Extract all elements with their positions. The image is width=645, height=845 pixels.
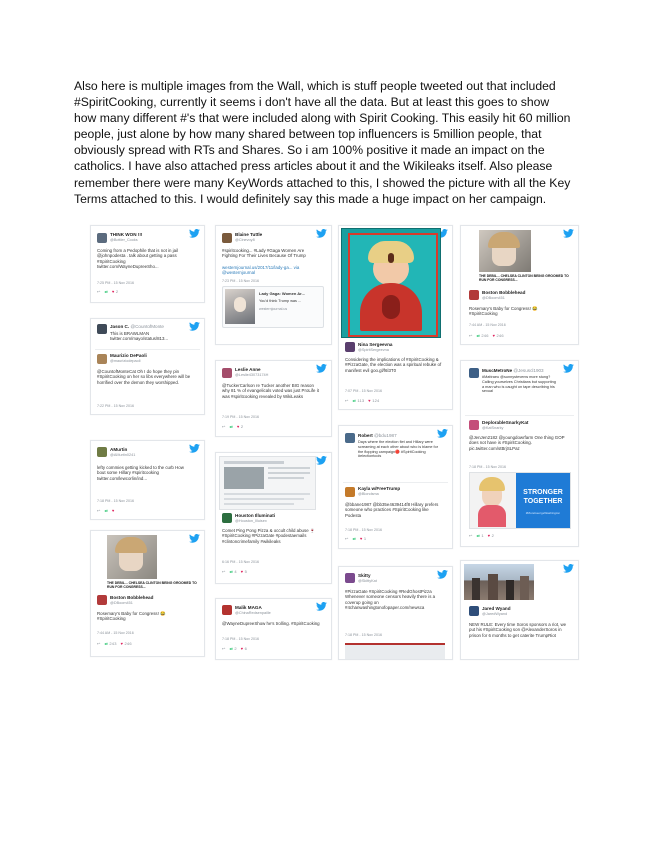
like-count: 246 [496,333,504,338]
tweet-card[interactable] [90,530,205,657]
hashtag-label: #MoreGeorgeWashington [525,511,561,515]
preview-site: westernjournal.us [259,307,288,311]
webpage-screenshot[interactable] [219,456,316,510]
tweet-text: @WayneDupreeShow he's trolling. #SpiritCooking [222,621,320,626]
preview-text: You'd think Trump was ... [259,299,302,303]
tweet-date: 7:18 PM - 15 Nov 2016 [222,637,259,641]
twitter-bird-icon [316,602,327,611]
user-handle[interactable]: @DBoom451 [110,601,133,605]
tweet-actions[interactable]: ↩ ⇄ 4 ♥ 5 [222,569,248,574]
tweet-text: @TuckerCarlson re Tucker another BIG reason why 81 % of evangelicals voted was just ProLife it was #spiritcooking revealed by WikiLeaks [222,383,319,399]
hillary-illustration[interactable] [341,228,441,338]
tweet-text: #PizzaGate #SpiritCooking #RedGhostPizza Whenever someone censors heavily there is a coverup going on #4chanwashingtonofopaper.com/newsca [345,589,436,611]
avatar[interactable] [222,605,232,615]
user-name[interactable]: Leslie Anne [235,367,261,372]
tweet-actions[interactable]: ↩ ⇄ 113 ♥ 124 [345,398,380,403]
avatar[interactable] [222,233,232,243]
tweet-text: Rosemary's Baby for Congress! 😂 #SpiritCooking [469,306,538,317]
like-count: 5 [244,569,248,574]
tweet-card[interactable] [338,566,453,660]
like-count: 2 [491,533,495,538]
tweet-actions[interactable]: ↩ ⇄ 246 ♥ 246 [469,333,504,338]
tweet-date: 7:18 PM - 15 Nov 2016 [97,499,134,503]
retweet-count: 113 [357,398,365,403]
like-icon[interactable]: ♥ [237,424,240,429]
divider [465,415,574,416]
retweet-icon[interactable]: ⇄ [476,533,481,538]
avatar[interactable] [469,290,479,300]
tweet-text: NEW RULE: Every time Soros sponsors a riot, we put his #SpiritCooking son @AlexanderSoros in prison for 6 months to get caterite TrumpRiot [469,622,567,638]
tweet-date: 7:22 PM - 15 Nov 2016 [97,404,134,408]
tweet-actions[interactable]: ↩ ⇄ ♥ 1 [345,536,367,541]
tweet-date: 7:18 PM - 15 Nov 2016 [469,465,506,469]
user-name[interactable]: THINK WON !!! [110,232,143,237]
avatar[interactable] [97,595,107,605]
quoted-text: Days where the election fiet and Hillary were screaming at each other about who is blame for the flopping campaign🔴 #SpiritCooking #electiontools [358,440,438,459]
twitter-bird-icon [563,229,574,238]
tweet-card[interactable] [460,360,579,547]
twitter-bird-icon [189,444,200,453]
tweet-text: #spiritcooking... #Lady #Gaga Women Are Fighting For Their Lives Because Of Trump [222,248,306,259]
retweet-icon[interactable]: ⇄ [229,569,234,574]
divider [343,482,448,483]
link-preview-card[interactable] [222,286,324,328]
quoted-text: This is BRAWLMAN twitter.com/mayo/status/813... [110,331,169,342]
twitter-bird-icon [563,364,574,373]
user-name[interactable]: Boston Bobblehead [482,290,526,295]
tweet-date: 7:19 PM - 15 Nov 2016 [222,415,259,419]
user-handle[interactable]: @SkittyKat [358,579,377,583]
retweet-icon[interactable]: ⇄ [352,398,357,403]
like-icon[interactable]: ♥ [120,641,124,646]
tweet-card[interactable] [215,452,332,584]
avatar[interactable] [469,368,479,378]
tweet-text: Coming from a Pedophile that is not in jail @johnpodesta . talk about getting a pass #SpiritCooking twitter.com/WayneDupreeSho... [97,248,179,270]
chelsea-clinton-photo[interactable] [479,230,531,272]
tweet-date: 7:44 AM - 15 Nov 2016 [97,631,134,635]
tweet-actions[interactable]: ↩ ⇄ ♥ 2 [97,289,119,294]
avatar[interactable] [469,420,479,430]
like-icon[interactable]: ♥ [240,646,244,651]
twitter-bird-icon [189,534,200,543]
quoted-text: #Mattraeu @sunnystevenw more stung? Calling yourselves Christians but supporting a man who is caught on tape describing his sexual [482,375,556,394]
user-handle[interactable]: @Leslie43073174H [235,373,269,377]
user-name[interactable]: Skitty [358,573,371,578]
avatar[interactable] [345,342,355,352]
like-icon[interactable]: ♥ [112,508,115,513]
retweet-count: 246 [481,333,489,338]
like-icon[interactable]: ♥ [112,289,115,294]
tweet-date: 6:16 PM - 15 Nov 2016 [222,560,259,564]
retweet-icon[interactable]: ⇄ [104,641,109,646]
user-handle[interactable]: @Houston_Illuisex [235,519,267,523]
user-name[interactable]: MuscMetroNe @Jesuscl1903 [482,368,544,373]
divider [95,349,200,350]
like-icon[interactable]: ♥ [487,533,491,538]
like-count: 1 [363,536,367,541]
user-name[interactable]: Jared Wyand [482,606,511,611]
tweet-actions[interactable]: ↩ ⇄ 1 ♥ 2 [469,533,495,538]
user-name[interactable]: Malik MAGA [235,605,262,610]
twitter-bird-icon [437,429,448,438]
tweet-card[interactable] [90,225,205,303]
retweet-icon[interactable]: ⇄ [229,646,234,651]
user-name[interactable]: Blaine Tuttle [235,232,263,237]
user-handle[interactable]: @SpiritSergeevna [358,348,389,352]
like-icon[interactable]: ♥ [492,333,496,338]
headline-banner: THE DEBIL... CHELSEA CLINTON BEING GROOMED TO RUN FOR CONGRESS... [107,581,197,590]
user-handle[interactable]: @mauriziodepaoli [110,359,141,363]
crowd-photo[interactable] [464,564,534,600]
user-handle[interactable]: @Blondsma [358,492,379,496]
user-handle[interactable]: @Bottler_Cooks [110,238,138,242]
user-handle[interactable]: @ChinaRedsenpaille [235,611,271,615]
user-name[interactable]: Maurizio DePaoli [110,353,147,358]
tweet-text: @JenJen2182 @youngdowrfarm One thing GOP does not have is #SpiritCooking. pic.twitter.com/stBrjSLPaz [469,435,565,451]
avatar[interactable] [97,447,107,457]
tweet-link[interactable]: westernjournal.us/2017/11/lady-ga... via @westernjournal [222,265,300,276]
intro-paragraph: Also here is multiple images from the Wall, which is stuff people tweeted out that included #SpiritCooking, currently it seems i don't have all the data. But at least this goes to show how many different #'s that were included along with Spirit Cooking. This easily hit 60 million people, just alone by how many shared between top influencers is 5million people, that obviously spread with RTs and Shares. So i am 100% positive it made an impact on the catholics. I have also attached press articles about it and the Wikileaks itself. Also please remember there were many KeyWords attached to this, I showed the picture with all the Key Terms attached to this. I would definitely say this made a huge impact on her campaign. [74,79,571,206]
user-handle[interactable]: @JaredWyand [482,612,508,616]
tweet-text: @CountofMonteCat Oh I do hope they pin #SpiritCooking on her so libs everywhere will be horrified over the demon they worshipped. [97,369,191,385]
user-handle[interactable]: @DBoom451 [482,296,505,300]
user-name[interactable]: Houston Illuminati [235,513,276,518]
user-name[interactable]: DeplorableSnarkyKat [482,420,529,425]
twitter-bird-icon [316,364,327,373]
user-name[interactable]: Robert @bdu1987 [358,433,397,438]
chelsea-clinton-photo[interactable] [107,535,157,579]
together-label: TOGETHER [523,498,563,505]
avatar[interactable] [97,354,107,364]
avatar[interactable] [345,573,355,583]
tweet-card[interactable] [460,225,579,345]
tweet-actions[interactable]: ↩ ⇄ 243 ♥ 246 [97,641,132,646]
user-handle[interactable]: @Cinevoy8 [235,238,255,242]
user-name[interactable]: Jason C. @CountofMonte [110,324,164,329]
retweet-icon[interactable]: ⇄ [104,508,109,513]
preview-title: Lady Gaga: Women Ar... [259,291,305,296]
like-count: 6 [244,646,248,651]
twitter-bird-icon [563,564,574,573]
stronger-label: STRONGER [523,489,563,496]
retweet-icon[interactable]: ⇄ [104,289,109,294]
retweet-count: 4 [234,569,237,574]
retweet-count: 2 [234,646,237,651]
tweet-date: 7:18 PM - 15 Nov 2016 [345,633,382,637]
avatar[interactable] [222,513,232,523]
user-name[interactable]: AMurtin [110,447,128,452]
headline-banner: THE DEBIL... CHELSEA CLINTON BEING GROOMED TO RUN FOR CONGRESS... [479,274,569,283]
avatar[interactable] [222,368,232,378]
tweet-actions[interactable]: ↩ ⇄ 2 ♥ 6 [222,646,248,651]
like-count: 2 [115,289,119,294]
tweet-card[interactable] [90,440,205,520]
tweet-text: @bbane1987 @bb35e4639414f8 Hillary prefers someone who practices #SpiritCooking like Podesta [345,502,439,518]
tweet-card[interactable] [338,425,453,549]
like-count: 246 [124,641,132,646]
tweet-text: Considering the implications of #SpiritCooking & #PizzaGate, the election was a spiritual rebuke of manifest evil goo.gl/f6l3T0 [345,357,442,373]
twitter-bird-icon [316,456,327,465]
tweet-actions[interactable]: ↩ ⇄ ♥ 2 [222,424,244,429]
avatar[interactable] [469,606,479,616]
tweet-actions[interactable]: ↩ ⇄ ♥ [97,508,115,513]
tweet-image-strip[interactable] [345,643,445,659]
tweet-card[interactable] [338,225,453,410]
retweet-count: 243 [109,641,117,646]
tweet-card[interactable] [460,560,579,660]
twitter-bird-icon [189,229,200,238]
tweet-date: 7:23 PM - 15 Nov 2016 [222,279,259,283]
retweet-icon[interactable]: ⇄ [229,424,234,429]
lady-gaga-thumbnail [225,289,255,324]
user-name[interactable]: Nina Sergeevna [358,342,393,347]
like-icon[interactable]: ♥ [240,569,244,574]
user-name[interactable]: Boston Bobblehead [110,595,154,600]
stronger-together-image[interactable] [469,472,571,529]
user-handle[interactable]: @AMurtin0241 [110,453,136,457]
tweet-card[interactable] [215,598,332,660]
twitter-bird-icon [437,570,448,579]
avatar[interactable] [345,433,355,443]
tweet-text: Rosemary's Baby for Congress! 😂 #SpiritCooking [97,611,166,622]
avatar[interactable] [97,324,107,334]
avatar[interactable] [345,487,355,497]
like-icon[interactable]: ♥ [360,536,363,541]
like-count: 2 [240,424,244,429]
tweet-card[interactable] [215,360,332,437]
like-icon[interactable]: ♥ [368,398,371,403]
user-handle[interactable]: @KatSnarky [482,426,504,430]
tweet-date: 7:25 PM - 15 Nov 2016 [97,281,134,285]
tweet-date: 7:18 PM - 15 Nov 2016 [345,528,382,532]
tweet-date: 7:07 PM - 15 Nov 2016 [345,389,382,393]
twitter-bird-icon [316,229,327,238]
retweet-count: 1 [481,533,484,538]
tweet-date: 7:44 AM - 15 Nov 2016 [469,323,506,327]
avatar[interactable] [97,233,107,243]
like-count: 124 [372,398,380,403]
tweet-card[interactable] [90,318,205,415]
user-name[interactable]: Kayla w/FreeTrump [358,486,401,491]
twitter-bird-icon [189,322,200,331]
retweet-icon[interactable]: ⇄ [352,536,357,541]
tweet-text: lefty commies getting kicked to the curb How bout some Hillary #spiritcooking twitter.com/lewcorlin/ind... [97,465,184,481]
tweet-text: Comet Ping Pong Pizza & occult child abuse 🍷 #SpiritCooking #PizzaGate #podestaemails #clintoncrimefamily #wikileaks [222,528,316,544]
tweet-card[interactable] [215,225,332,345]
retweet-icon[interactable]: ⇄ [476,333,481,338]
